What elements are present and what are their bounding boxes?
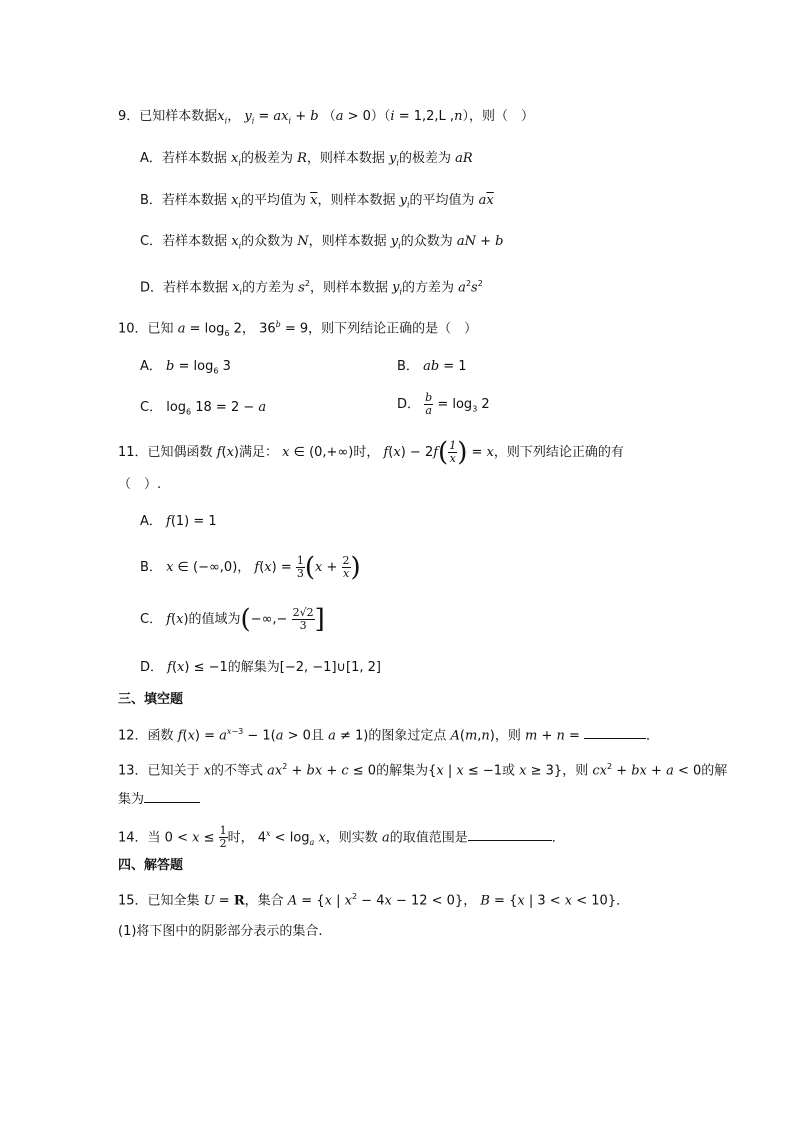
q10-option-b: B． ab = 1 xyxy=(397,359,467,374)
q15-stem: 15．已知全集 U = R，集合 A = {x | $x^2 - 4x - 12 < 0$}， B = {x | 3 < x < 10}． xyxy=(118,892,630,909)
q9-stem-math: $x_i$ xyxy=(217,109,228,126)
q15-part1: (1)将下图中的阴影部分表示的集合. xyxy=(118,924,323,939)
section-4-heading: 四、解答题 xyxy=(118,858,184,873)
section-3-heading: 三、填空题 xyxy=(118,692,184,707)
q13-line2: 集为 xyxy=(118,789,200,810)
q10-stem: 10．已知 $a = \log_6 2$， $36^b = 9$，则下列结论正确的是（ ） xyxy=(118,320,478,338)
q13-line1: 13．已知关于 x的不等式 $ax^2$ + bx + c ≤ 0的解集为{x | x ≤ −1或 x ≥ 3}，则 $cx^2$ + bx + a < 0的解 xyxy=(118,762,728,779)
q9-option-b: B．若样本数据 $x_i$的平均值为 $\overline{x}$，则样本数据 $y_i$的平均值为 $a\overline{x}$ xyxy=(140,193,494,210)
q14: 14．当 0 < x ≤ $\frac{1}{2}$ 时， $4^x < \log_a x$，则实数 a的取值范围是 ． xyxy=(118,824,565,851)
q10-option-d: D． $\frac{b}{a}$ = $\log_3 2$ xyxy=(397,391,490,417)
q12: 12．函数 $f(x) = a^{x-3} - 1(a > 0$且 a ≠ 1)的图象过定点 A(m,n)，则 m + n = ． xyxy=(118,727,660,744)
q10-option-a: A． $b = \log_6 3$ xyxy=(140,359,231,376)
q11-option-d: D． f(x) ≤ −1的解集为[−2, −1]∪[1, 2] xyxy=(140,660,381,675)
q11-option-a: A． f(1) = 1 xyxy=(140,514,217,529)
q11-stem: 11．已知偶函数 f(x)满足： x ∈ (0,+∞)时， f(x) − 2f( $\frac{1}{x}$ ) = x，则下列结论正确的有 xyxy=(118,437,624,468)
q9-option-a: A．若样本数据 $x_i$的极差为 R，则样本数据 $y_i$的极差为 aR xyxy=(140,151,473,168)
q9-option-d: D．若样本数据 $x_i$的方差为 $s^2$，则样本数据 $y_i$的方差为 $a^2s^2$ xyxy=(140,279,483,297)
q10-option-c: C． $\log_6 18 = 2 - a$ xyxy=(140,400,267,417)
q9-stem: 9．已知样本数据$x_i$， $y_i = ax_i + b$ （a > 0）（i = 1,2,L ,n），则（ ） xyxy=(118,109,534,126)
q11-option-b: B． x ∈ (−∞,0)， f(x) = $\frac{1}{3}$ (x + $\frac{2}{x}$ ) xyxy=(140,552,361,583)
q11-option-c: C． f(x)的值域为(−∞,− $\frac{2√2}{3}$ ] xyxy=(140,604,325,635)
q9-stem-text: 9．已知样本数据 xyxy=(118,109,218,124)
q11-stem-cont: （ ）. xyxy=(118,477,162,492)
q9-option-c: C．若样本数据 $x_i$的众数为 N，则样本数据 $y_i$的众数为 aN + b xyxy=(140,234,504,251)
